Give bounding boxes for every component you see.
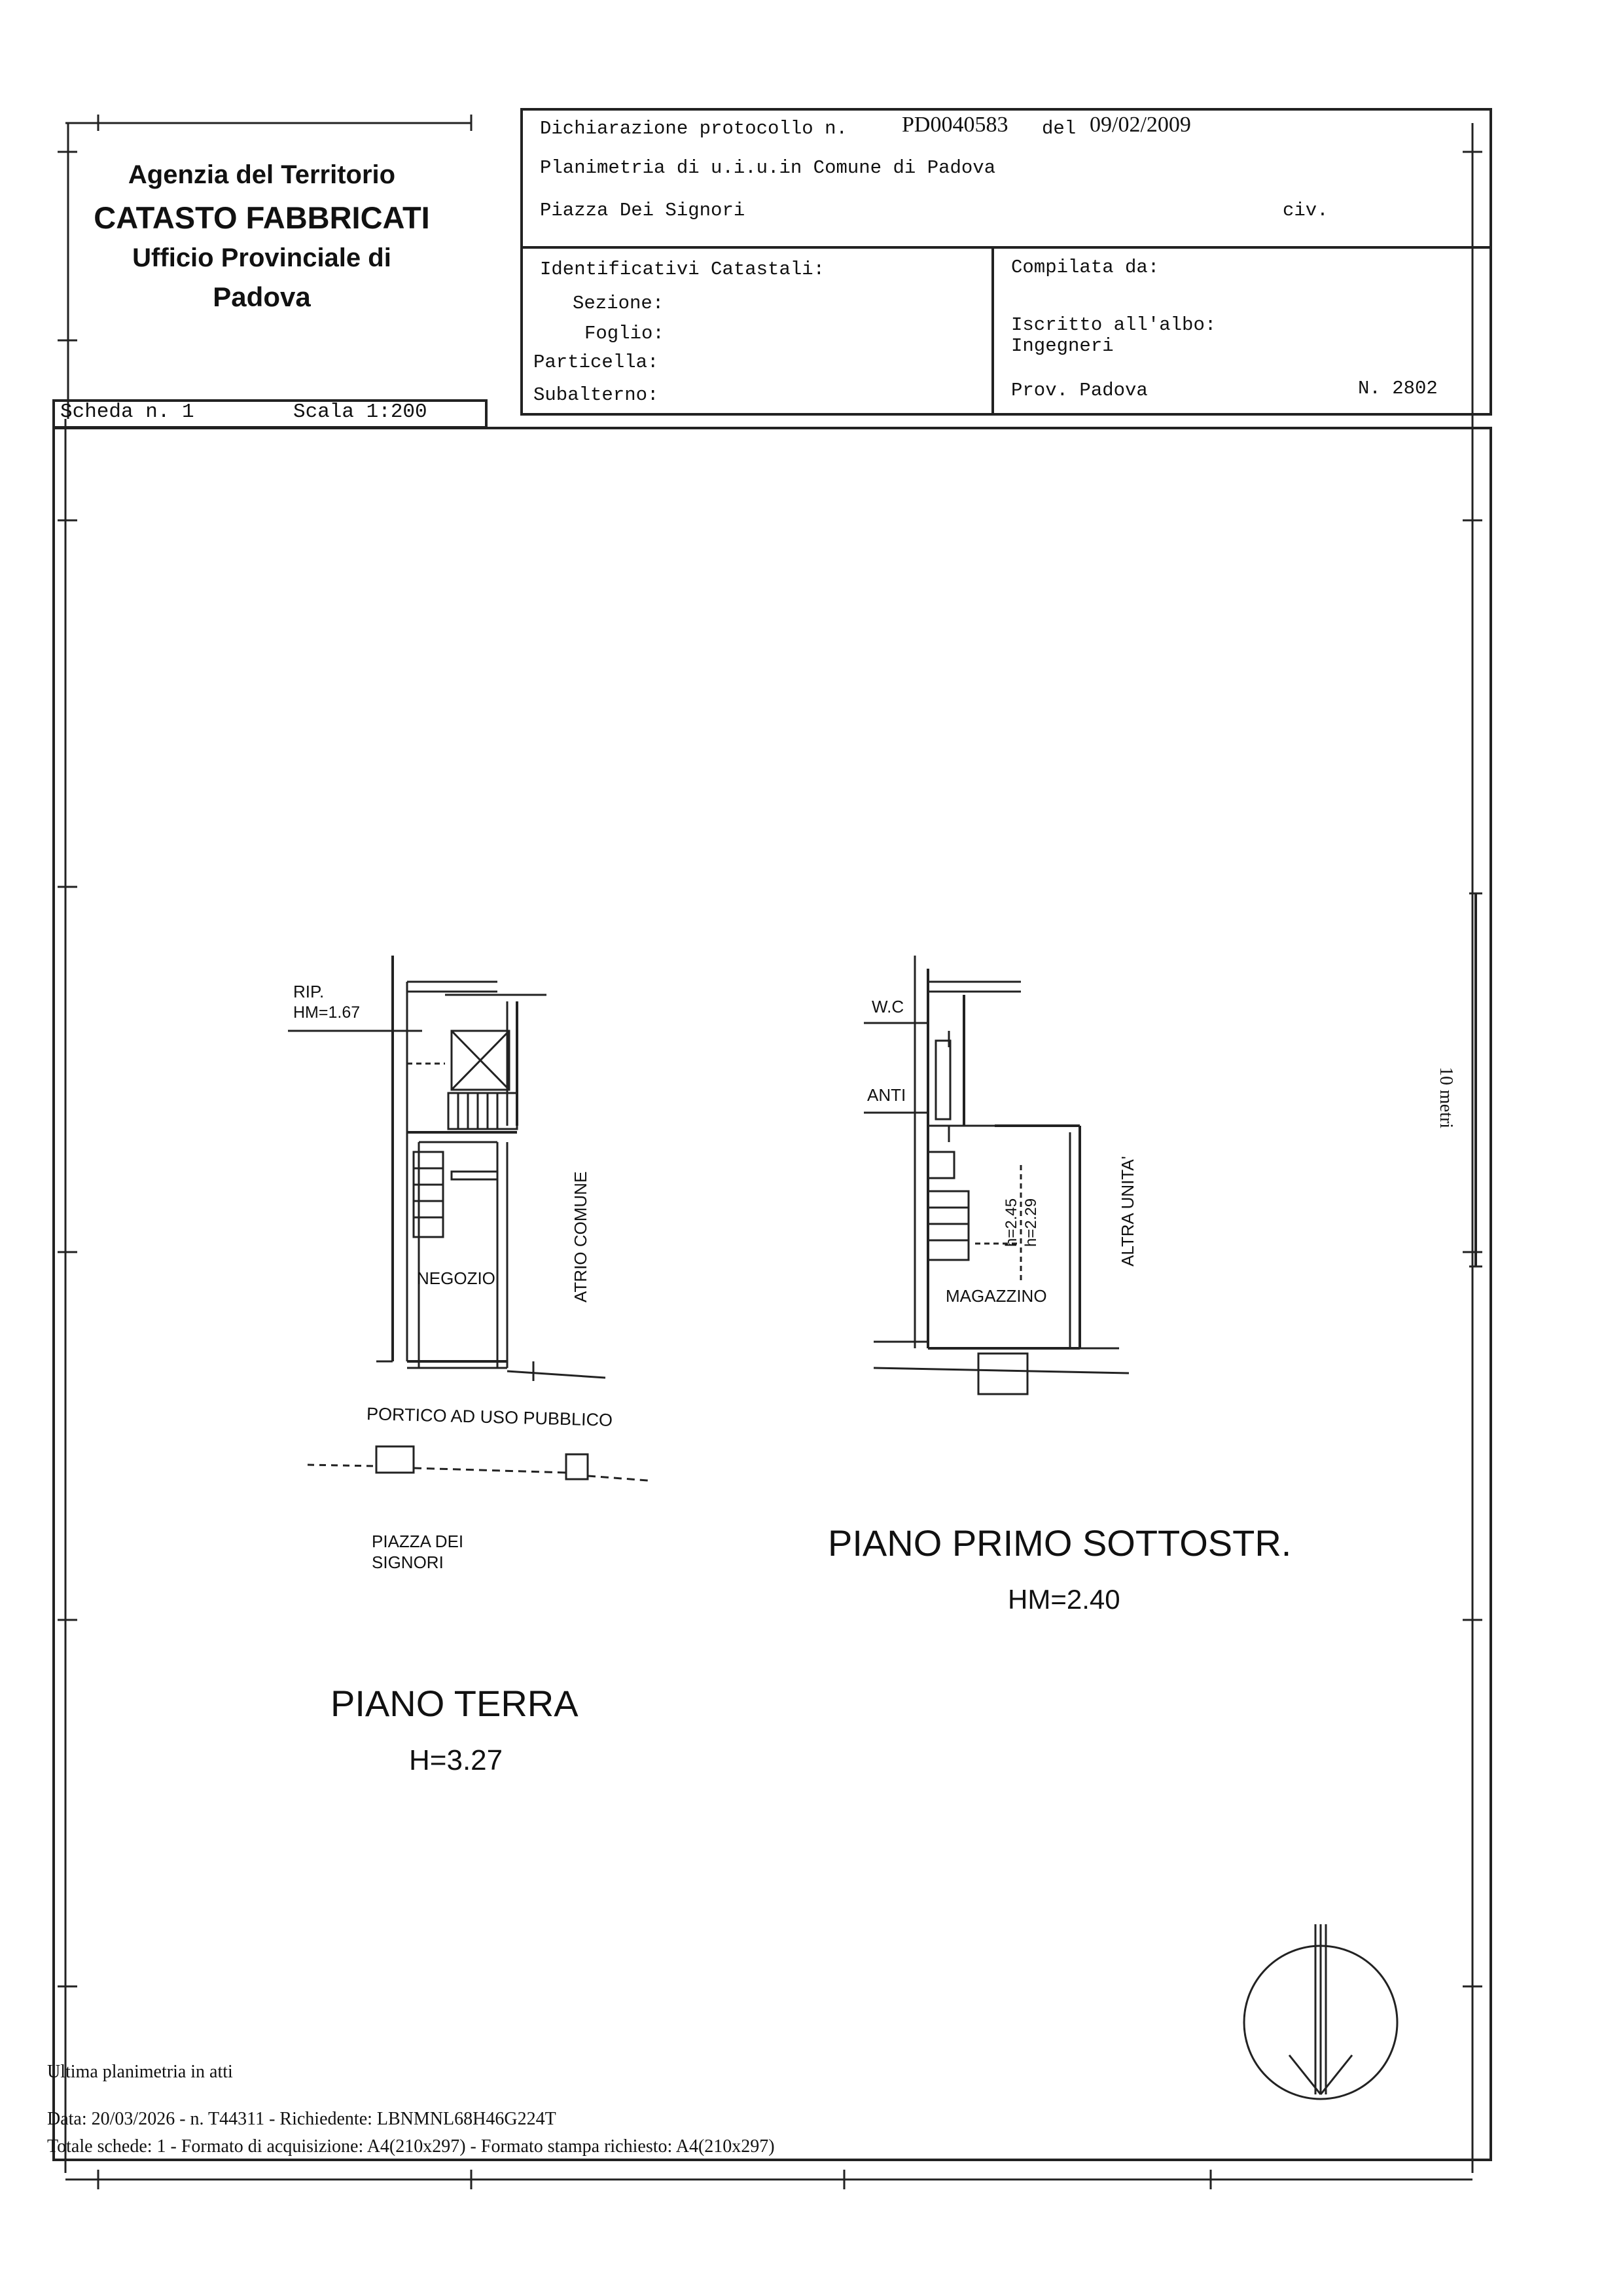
province-title: Padova (213, 281, 311, 312)
data-line: Data: 20/03/2026 - n. T44311 - Richiedente: LBNMNL68H46G224T (47, 2109, 556, 2129)
totale-line: Totale schede: 1 - Formato di acquisizione: A4(210x297) - Formato stampa richiesto: A4(210x297) (47, 2136, 775, 2157)
scheda-label: Scheda n. 1 (60, 401, 194, 423)
piazza-label-2: SIGNORI (372, 1552, 444, 1572)
piazza-label-1: PIAZZA DEI (372, 1532, 464, 1551)
header-divider-v (991, 247, 994, 416)
agency-title: Agenzia del Territorio (128, 160, 396, 189)
rip-hm-label: HM=1.67 (293, 1003, 361, 1022)
sezione-label: Sezione: (573, 293, 664, 314)
magazzino-label: MAGAZZINO (946, 1286, 1047, 1306)
piano-primo-height: HM=2.40 (1008, 1584, 1120, 1615)
catasto-title: CATASTO FABBRICATI (94, 200, 430, 235)
date-label: del (1042, 118, 1077, 139)
north-arrow-icon (1243, 1924, 1400, 2101)
address-line: Piazza Dei Signori (540, 200, 745, 221)
height-229-label: h=2.29 (1022, 1198, 1040, 1247)
civ-label: civ. (1283, 200, 1329, 221)
atrio-label: ATRIO COMUNE (571, 1171, 590, 1302)
planimetria-line: Planimetria di u.i.u.in Comune di Padova (540, 157, 996, 179)
wc-label: W.C (872, 997, 904, 1016)
iscritto-label: Iscritto all'albo: (1011, 314, 1217, 336)
scala-label: Scala 1:200 (293, 401, 427, 423)
piano-primo-title: PIANO PRIMO SOTTOSTR. (828, 1522, 1292, 1564)
ultima-planimetria: Ultima planimetria in atti (47, 2062, 233, 2082)
prov-label: Prov. Padova (1011, 380, 1148, 401)
office-title: Ufficio Provinciale di (132, 243, 391, 272)
rip-label: RIP. (293, 982, 325, 1001)
altra-unita-label: ALTRA UNITA' (1118, 1156, 1137, 1266)
scale-bar-label: 10 metri (1436, 1067, 1456, 1129)
catastali-title: Identificativi Catastali: (540, 259, 825, 280)
piano-terra-height: H=3.27 (409, 1744, 503, 1776)
subalterno-label: Subalterno: (533, 384, 659, 406)
piano-terra-title: PIANO TERRA (330, 1683, 579, 1724)
protocol-number: PD0040583 (902, 113, 1008, 137)
numero-label: N. 2802 (1358, 378, 1438, 399)
anti-label: ANTI (867, 1085, 906, 1105)
drawing-frame (52, 427, 1492, 2161)
declaration-date: 09/02/2009 (1090, 113, 1191, 137)
portico-label: PORTICO AD USO PUBBLICO (366, 1404, 613, 1430)
protocol-label: Dichiarazione protocollo n. (540, 118, 847, 139)
header-divider-h (520, 246, 1492, 249)
compilata-title: Compilata da: (1011, 257, 1160, 278)
particella-label: Particella: (533, 351, 659, 373)
height-245-label: h=2.45 (1003, 1198, 1020, 1247)
albo-value: Ingegneri (1011, 335, 1114, 357)
negozio-label: NEGOZIO (417, 1268, 495, 1288)
foglio-label: Foglio: (584, 323, 664, 344)
